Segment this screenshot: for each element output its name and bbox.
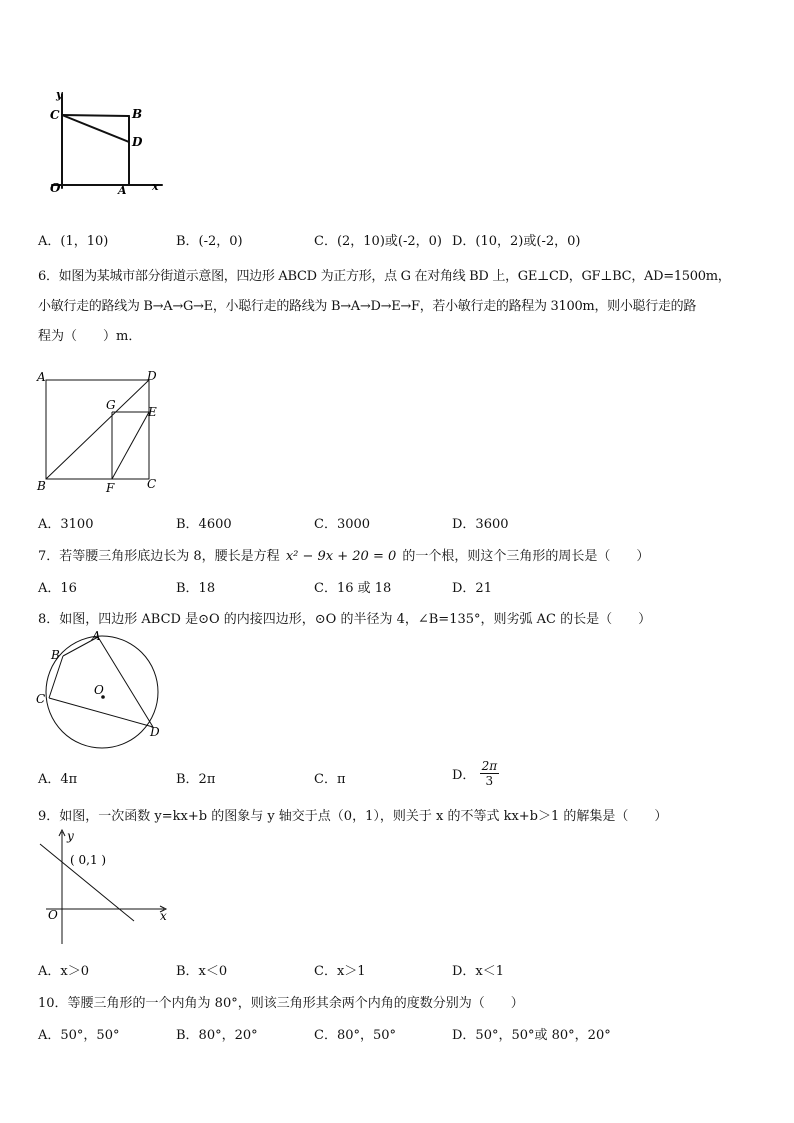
q5-label-c: C — [50, 108, 60, 122]
q8-label-o: O — [94, 683, 104, 697]
q7-text-after: 的一个根，则这个三角形的周长是（ ） — [402, 549, 650, 564]
q7-option-b[interactable]: B．18 — [176, 581, 216, 596]
q6-line-1: 6．如图为某城市部分街道示意图，四边形 ABCD 为正方形，点 G 在对角线 BD 上，GE⊥CD，GF⊥BC，AD=1500m， — [38, 269, 731, 284]
q9-option-d[interactable]: D．x＜1 — [452, 964, 505, 979]
q8-label-b: B — [51, 648, 60, 662]
q9-stem: 9．如图，一次函数 y=kx+b 的图象与 y 轴交于点（0，1），则关于 x 的不等式 kx+b＞1 的解集是（ ） — [38, 809, 668, 824]
q8-option-d[interactable] — [452, 759, 499, 788]
q8-figure — [32, 626, 168, 756]
q7-option-d[interactable]: D．21 — [452, 581, 492, 596]
q6-line-3: 程为（ ）m． — [38, 329, 142, 344]
q6-label-b: B — [37, 479, 46, 493]
q6-option-c[interactable]: C．3000 — [314, 517, 371, 532]
q8-option-d-prefix: D． — [452, 768, 476, 783]
q7-stem — [38, 545, 649, 564]
q8-option-c[interactable]: C．π — [314, 772, 346, 787]
q5-option-c[interactable]: C．(2，10)或(-2，0) — [314, 234, 442, 249]
q5-label-b: B — [132, 107, 143, 121]
q6-label-d: D — [147, 369, 157, 383]
q6-label-c: C — [147, 477, 157, 491]
q9-option-a[interactable]: A．x＞0 — [38, 964, 89, 979]
q6-option-b[interactable]: B．4600 — [176, 517, 232, 532]
q8-label-a: A — [92, 629, 101, 643]
q6-option-d[interactable]: D．3600 — [452, 517, 509, 532]
q6-option-a[interactable]: A．3100 — [38, 517, 94, 532]
q5-option-b[interactable]: B．(-2，0) — [176, 234, 243, 249]
q6-label-e: E — [148, 405, 157, 419]
q6-stem — [38, 262, 758, 352]
q5-option-a[interactable]: A．(1，10) — [38, 234, 109, 249]
q5-label-y: y — [56, 88, 63, 101]
q6-label-a: A — [37, 370, 46, 384]
q9-label-x: x — [160, 909, 167, 923]
q5-option-d[interactable]: D．(10，2)或(-2，0) — [452, 234, 581, 249]
q5-label-o: O — [50, 181, 61, 195]
q8-option-d-fraction — [480, 759, 500, 788]
q6-figure — [34, 366, 164, 496]
q8-option-a[interactable]: A．4π — [38, 772, 78, 787]
q5-figure — [44, 86, 174, 198]
q9-label-o: O — [48, 908, 58, 922]
q7-text-before: 7．若等腰三角形底边长为 8，腰长是方程 — [38, 549, 280, 564]
q9-label-y: y — [67, 829, 74, 843]
q9-label-point: ( 0,1 ) — [70, 853, 107, 867]
q8-label-d: D — [150, 725, 160, 739]
q7-option-a[interactable]: A．16 — [38, 581, 77, 596]
q10-option-b[interactable]: B．80°，20° — [176, 1028, 258, 1043]
q6-label-f: F — [106, 481, 115, 495]
q9-option-b[interactable]: B．x＜0 — [176, 964, 228, 979]
q8-option-d-denominator: 3 — [485, 774, 494, 788]
q5-label-a: A — [118, 184, 127, 197]
q8-stem: 8．如图，四边形 ABCD 是⊙O 的内接四边形，⊙O 的半径为 4，∠B=135°，则劣弧 AC 的长是（ ） — [38, 612, 652, 627]
q9-option-c[interactable]: C．x＞1 — [314, 964, 366, 979]
q5-label-x: x — [152, 180, 159, 193]
q10-stem: 10．等腰三角形的一个内角为 80°，则该三角形其余两个内角的度数分别为（ ） — [38, 996, 524, 1011]
q10-option-a[interactable]: A．50°，50° — [38, 1028, 120, 1043]
q10-option-c[interactable]: C．80°，50° — [314, 1028, 397, 1043]
q6-label-g: G — [106, 398, 116, 412]
q6-line-2: 小敏行走的路线为 B→A→G→E，小聪行走的路线为 B→A→D→E→F，若小敏行走的路程为 3100m，则小聪行走的路 — [38, 299, 697, 314]
q10-option-d[interactable]: D．50°，50°或 80°，20° — [452, 1028, 611, 1043]
q8-option-d-numerator: 2π — [481, 759, 498, 773]
q9-figure — [34, 826, 174, 950]
q7-equation: x² − 9x + 20 = 0 — [285, 549, 397, 564]
q5-label-d: D — [132, 135, 143, 149]
q8-option-b[interactable]: B．2π — [176, 772, 216, 787]
q7-option-c[interactable]: C．16 或 18 — [314, 581, 392, 596]
q8-label-c: C — [36, 692, 46, 706]
